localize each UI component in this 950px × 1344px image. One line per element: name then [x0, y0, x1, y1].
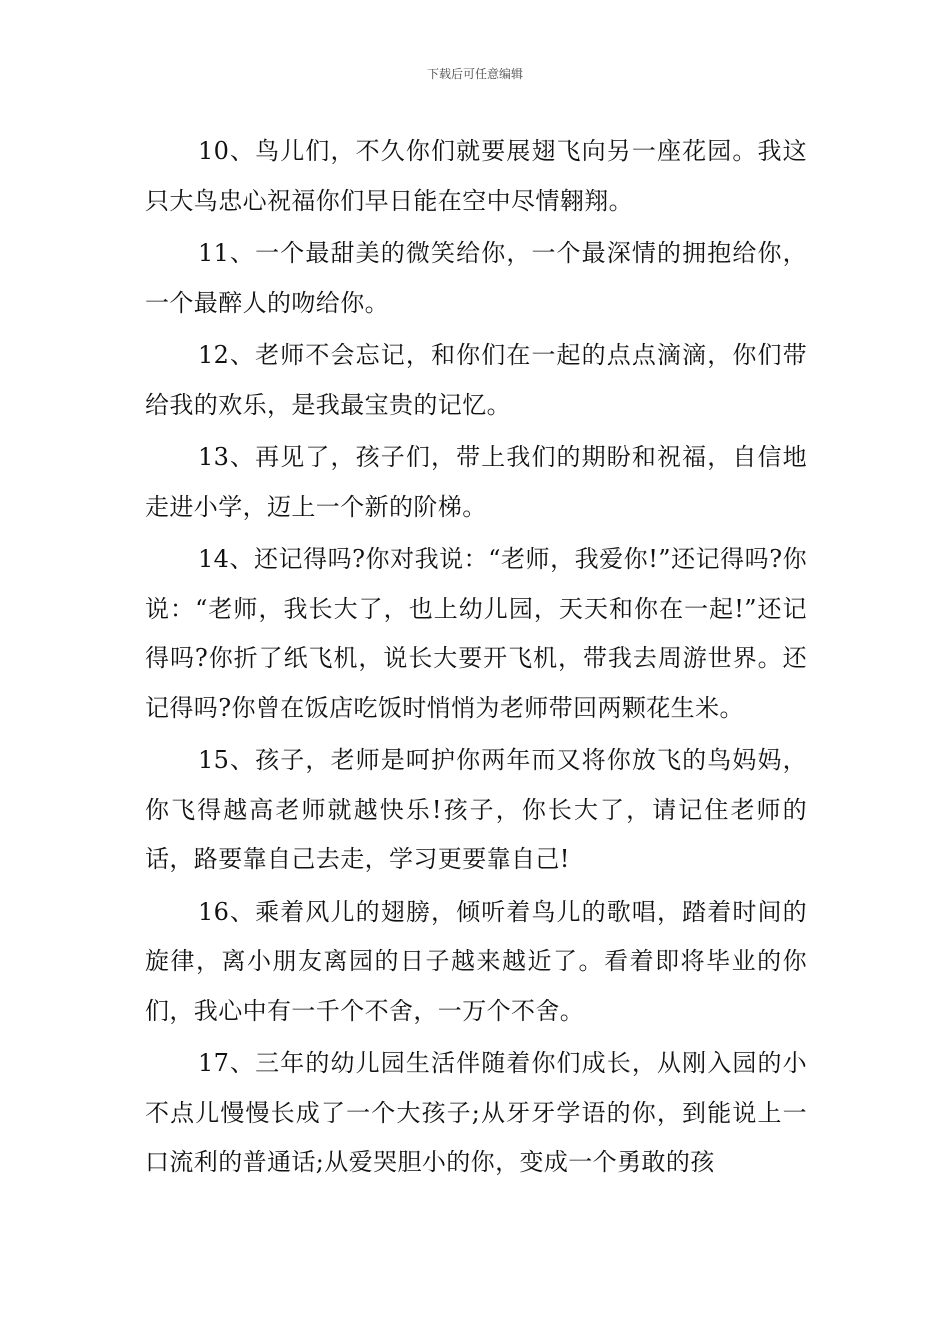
paragraph-15: 15、孩子，老师是呵护你两年而又将你放飞的鸟妈妈，你飞得越高老师就越快乐!孩子，你长大了，请记住老师的话，路要靠自己去走，学习更要靠自己!	[145, 746, 807, 873]
paragraph-11: 11、一个最甜美的微笑给你，一个最深情的拥抱给你，一个最醉人的吻给你。	[145, 239, 807, 317]
document-body	[145, 127, 807, 1191]
paragraph-10: 10、鸟儿们，不久你们就要展翅飞向另一座花园。我这只大鸟忠心祝福你们早日能在空中尽情翱翔。	[145, 137, 807, 215]
page-header: 下载后可任意编辑	[426, 67, 523, 81]
paragraph-16: 16、乘着风儿的翅膀，倾听着鸟儿的歌唱，踏着时间的旋律，离小朋友离园的日子越来越近了。看着即将毕业的你们，我心中有一千个不舍，一万个不舍。	[145, 897, 807, 1025]
paragraph-13: 13、再见了，孩子们，带上我们的期盼和祝福，自信地走进小学，迈上一个新的阶梯。	[145, 443, 807, 521]
paragraph-17: 17、三年的幼儿园生活伴随着你们成长，从刚入园的小不点儿慢慢长成了一个大孩子;从牙牙学语的你，到能说上一口流利的普通话;从爱哭胆小的你，变成一个勇敢的孩	[145, 1049, 807, 1176]
paragraph-12: 12、老师不会忘记，和你们在一起的点点滴滴，你们带给我的欢乐，是我最宝贵的记忆。	[145, 341, 807, 419]
paragraph-14: 14、还记得吗?你对我说：“老师，我爱你!”还记得吗?你说：“老师，我长大了，也上幼儿园，天天和你在一起!”还记得吗?你折了纸飞机，说长大要开飞机，带我去周游世界。还记得吗?你曾在饭店吃饭时悄悄为老师带回两颗花生米。	[145, 545, 807, 722]
